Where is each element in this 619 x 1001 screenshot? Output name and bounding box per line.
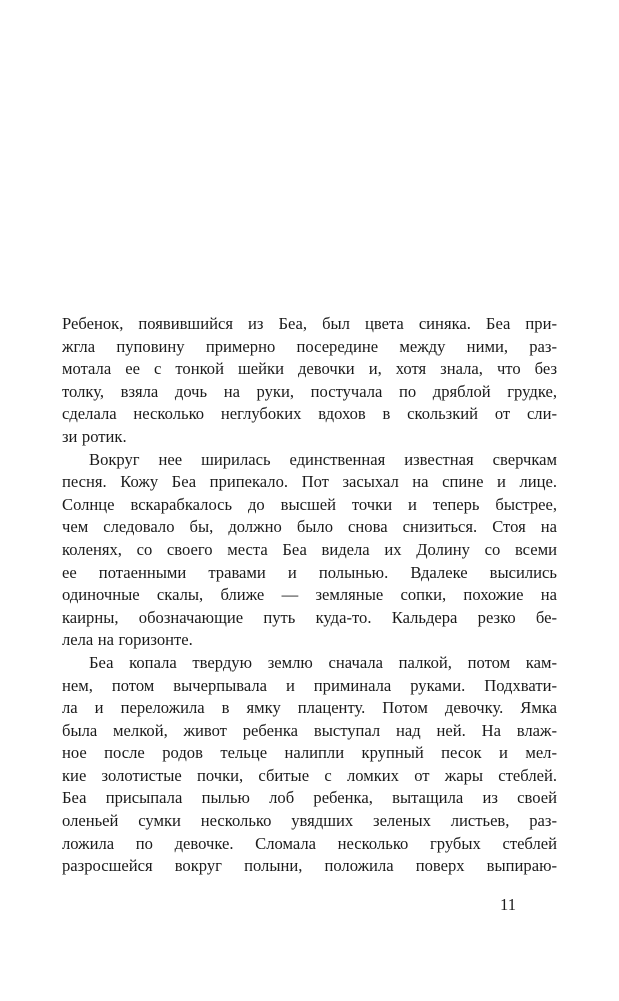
text-line: была мелкой, живот ребенка выступал над ней. На влаж- (62, 720, 557, 740)
text-line: зи ротик. (62, 426, 127, 446)
text-line: кие золотистые почки, сбитые с ломких от жары стеблей. (62, 765, 557, 785)
text-line: ложила по девочке. Сломала несколько грубых стеблей (62, 833, 557, 853)
text-line: Ребенок, появившийся из Беа, был цвета синяка. Беа при- (62, 314, 557, 333)
text-line: чем следовало бы, должно было снова снизиться. Стоя на (62, 517, 557, 537)
body-text (62, 313, 557, 878)
text-line: песня. Кожу Беа припекало. Пот засыхал на спине и лице. (62, 472, 557, 492)
text-line: толку, взяла дочь на руки, постучала по дряблой грудке, (62, 381, 557, 401)
text-line: разросшейся вокруг полыни, положила поверх выпираю- (62, 856, 557, 876)
text-line: мотала ее с тонкой шейки девочки и, хотя знала, что без (62, 359, 557, 379)
text-line: нем, потом вычерпывала и приминала руками. Подхвати- (62, 675, 557, 695)
paragraph (62, 652, 557, 878)
text-line: Солнце вскарабкалось до высшей точки и теперь быстрее, (62, 494, 557, 514)
text-line: ее потаенными травами и полынью. Вдалеке высились (62, 562, 557, 582)
text-line: коленях, со своего места Беа видела их Долину со всеми (62, 539, 557, 559)
text-line: ла и переложила в ямку плаценту. Потом девочку. Ямка (62, 698, 557, 718)
text-line: Вокруг нее ширилась единственная известная сверчкам (89, 449, 557, 469)
text-line: ное после родов тельце налипли крупный песок и мел- (62, 743, 557, 763)
text-line: оленьей сумки несколько увядших зеленых листьев, раз- (62, 811, 557, 831)
text-line: каирны, обозначающие путь куда-то. Кальдера резко бе- (62, 607, 557, 627)
paragraph (62, 449, 557, 652)
text-line: жгла пуповину примерно посередине между ними, раз- (62, 336, 557, 356)
page-number: 11 (500, 895, 516, 914)
text-line: Беа присыпала пылью лоб ребенка, вытащила из своей (62, 788, 557, 808)
text-line: Беа копала твердую землю сначала палкой, потом кам- (89, 652, 557, 672)
text-line: сделала несколько неглубоких вдохов в скользкий от сли- (62, 404, 557, 424)
text-line: лела на горизонте. (62, 630, 193, 650)
text-line: одиночные скалы, ближе — земляные сопки, похожие на (62, 585, 557, 605)
paragraph (62, 313, 557, 449)
